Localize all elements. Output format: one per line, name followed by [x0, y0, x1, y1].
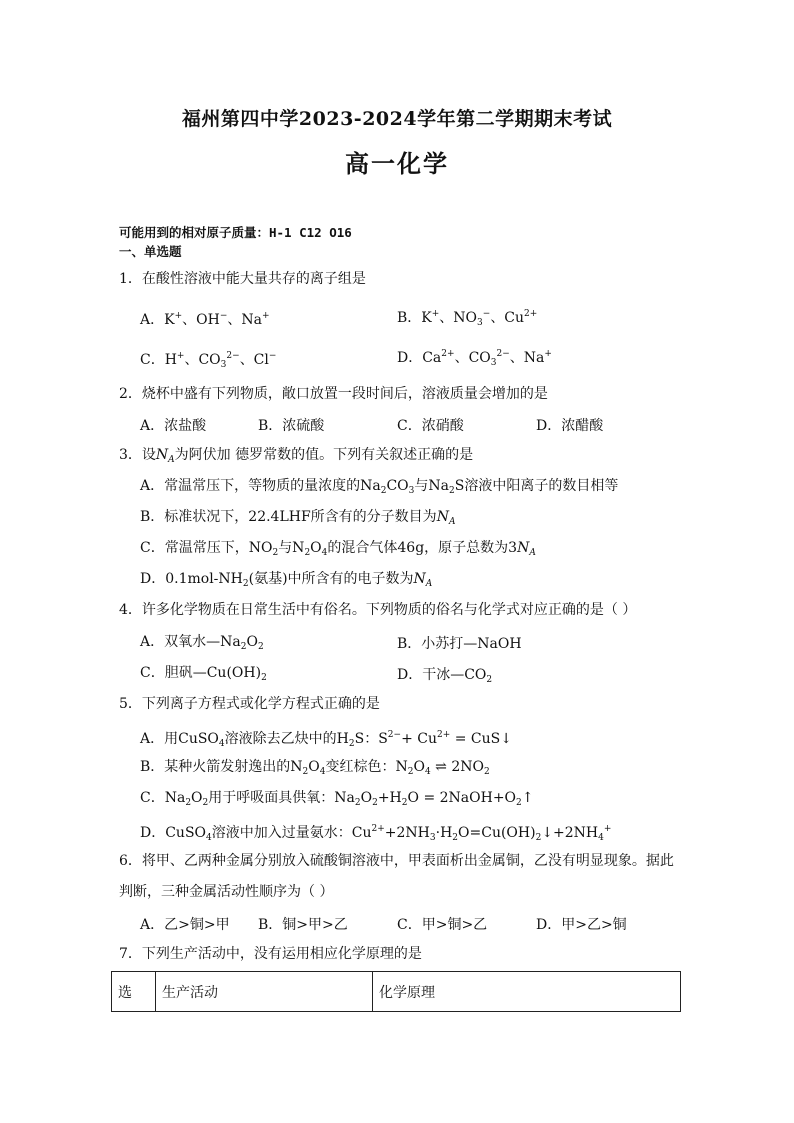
q2-option-a: A．浓盐酸 [140, 418, 207, 434]
q1-option-a: A．K+、OH−、Na+ [140, 311, 270, 328]
q1-stem: 1．在酸性溶液中能大量共存的离子组是 [119, 271, 366, 287]
atomic-mass-note: 可能用到的相对原子质量：H-1 C12 O16 [119, 225, 352, 240]
q6-option-d: D．甲>乙>铜 [536, 917, 627, 933]
table-header-cell: 化学原理 [373, 972, 681, 1012]
section-heading: 一、单选题 [119, 244, 182, 259]
q1-option-c: C．H+、$CO_3^{2-}$、Cl− [140, 351, 277, 370]
table-header-cell: 生产活动 [156, 972, 373, 1012]
table-row [112, 972, 681, 1012]
q3-option-c: C．常温常压下，$NO_2$与$N_2O_4$的混合气体46g，原子总数为$3N_A$ [140, 540, 536, 558]
q6-stem-line1: 6．将甲、乙两种金属分别放入硫酸铜溶液中，甲表面析出金属铜，乙没有明显现象。据此 [119, 853, 674, 869]
q5-option-a: A．用CuSO$_4$溶液除去乙炔中的$H_2S$：$S^{2-}+ Cu^{2+}$ = CuS↓ [140, 730, 512, 749]
q2-stem: 2．烧杯中盛有下列物质，敞口放置一段时间后，溶液质量会增加的是 [119, 386, 548, 402]
q7-table [111, 971, 681, 1012]
q3-stem: 3．设$N_A$为阿伏加 德罗常数的值。下列有关叙述正确的是 [119, 447, 474, 465]
q4-option-d: D．干冰$—CO_2$ [397, 667, 493, 685]
exam-subject: 高一化学 [345, 149, 449, 178]
q6-option-b: B．铜>甲>乙 [258, 917, 348, 933]
q2-option-d: D．浓醋酸 [536, 418, 604, 434]
q4-stem: 4．许多化学物质在日常生活中有俗名。下列物质的俗名与化学式对应正确的是（ ） [119, 602, 637, 618]
q1-option-d: D．$Ca^{2+}$、$CO_3^{2-}$、Na+ [397, 349, 552, 368]
q6-option-a: A．乙>铜>甲 [140, 917, 230, 933]
q4-option-c: C．胆矾$—Cu(OH)_2$ [140, 665, 267, 683]
exam-title: 福州第四中学2023-2024学年第二学期期末考试 [181, 108, 613, 130]
q2-option-c: C．浓硝酸 [397, 418, 464, 434]
q1-option-b: B．K+、$NO_3^-$、$Cu^{2+}$ [397, 309, 538, 328]
q5-option-d: D．CuSO$_4$溶液中加入过量氨水：$Cu^{2+}+2NH_3\cdot H_2O=Cu(OH)_2↓+2NH_4^+$ [140, 824, 612, 843]
table-header-cell: 选 [112, 972, 156, 1012]
q3-option-a: A．常温常压下，等物质的量浓度的$Na_2CO_3$与$Na_2S$溶液中阳离子的数目相等 [140, 478, 619, 496]
q5-stem: 5．下列离子方程式或化学方程式正确的是 [119, 696, 380, 712]
q6-stem-line2: 判断，三种金属活动性顺序为（ ） [119, 884, 334, 900]
q4-option-a: A．双氧水$—Na_2O_2$ [140, 634, 264, 652]
q3-option-d: D．$0.1mol-NH_2$(氨基)中所含有的电子数为$N_A$ [140, 571, 433, 589]
q7-stem: 7．下列生产活动中，没有运用相应化学原理的是 [119, 946, 422, 962]
q5-option-c: C．$Na_2O_2$用于呼吸面具供氧：$Na_2O_2+H_2O$ = $2NaOH+O_2↑$ [140, 790, 534, 808]
q5-option-b: B．某种火箭发射逸出的$N_2O_4$变红棕色：$N_2O_4$ ⇌ $2NO_2$ [140, 759, 490, 777]
q6-option-c: C．甲>铜>乙 [397, 917, 488, 933]
q2-option-b: B．浓硫酸 [258, 418, 325, 434]
q3-option-b: B．标准状况下，22.4LHF所含有的分子数目为$N_A$ [140, 509, 456, 527]
q4-option-b: B．小苏打—NaOH [397, 636, 522, 652]
